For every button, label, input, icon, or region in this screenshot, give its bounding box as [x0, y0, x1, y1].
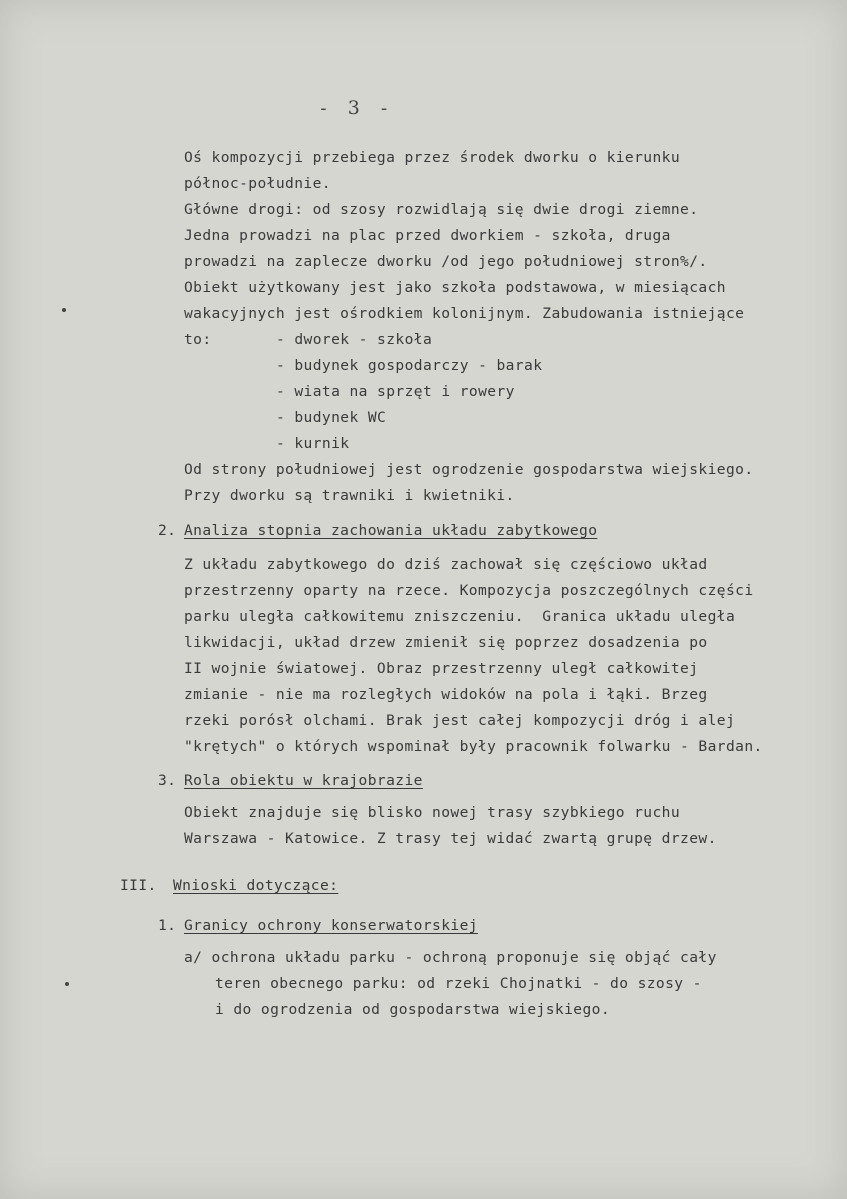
text-line: wakacyjnych jest ośrodkiem kolonijnym. Zabudowania istniejące [184, 305, 745, 322]
text-line: Jedna prowadzi na plac przed dworkiem - szkoła, druga [184, 227, 671, 244]
list-item: - wiata na sprzęt i rowery [276, 383, 515, 400]
text-line: rzeki porósł olchami. Brak jest całej kompozycji dróg i alej [184, 712, 736, 729]
list-intro: to: [184, 331, 212, 348]
page-number-dash-left: - [318, 98, 331, 119]
section-heading: Granicy ochrony konserwatorskiej [184, 917, 478, 934]
text-line: likwidacji, układ drzew zmienił się poprzez dosadzenia po [184, 634, 708, 651]
text-line: Przy dworku są trawniki i kwietniki. [184, 487, 515, 504]
list-item: - budynek gospodarczy - barak [276, 357, 543, 374]
text-line: "krętych" o których wspominał były pracownik folwarku - Bardan. [184, 738, 763, 755]
text-line: a/ ochrona układu parku - ochroną proponuje się objąć cały [184, 949, 717, 966]
text-line: Od strony południowej jest ogrodzenie gospodarstwa wiejskiego. [184, 461, 754, 478]
section-number: 1. [158, 917, 177, 934]
text-line: i do ogrodzenia od gospodarstwa wiejskiego. [215, 1001, 611, 1018]
text-line: prowadzi na zaplecze dworku /od jego południowej stron%/. [184, 253, 708, 270]
text-line: północ-południe. [184, 175, 331, 192]
text-line: Obiekt użytkowany jest jako szkoła podstawowa, w miesiącach [184, 279, 726, 296]
margin-mark [65, 982, 69, 986]
text-line: teren obecnego parku: od rzeki Chojnatki - do szosy - [215, 975, 702, 992]
section-number: 3. [158, 772, 177, 789]
page-number [318, 97, 391, 119]
text-line: zmianie - nie ma rozległych widoków na pola i łąki. Brzeg [184, 686, 708, 703]
page-number-value: 3 [347, 97, 362, 119]
text-line: Z układu zabytkowego do dziś zachował się częściowo układ [184, 556, 708, 573]
text-line: przestrzenny oparty na rzece. Kompozycja poszczególnych części [184, 582, 754, 599]
chapter-heading: Wnioski dotyczące: [173, 877, 339, 894]
section-heading: Analiza stopnia zachowania układu zabytkowego [184, 522, 598, 539]
section-heading: Rola obiektu w krajobrazie [184, 772, 423, 789]
text-line: Główne drogi: od szosy rozwidlają się dwie drogi ziemne. [184, 201, 699, 218]
page-number-dash-right: - [378, 98, 392, 119]
list-item: - dworek - szkoła [276, 331, 433, 348]
chapter-number: III. [120, 877, 157, 894]
list-item: - budynek WC [276, 409, 387, 426]
text-line: II wojnie światowej. Obraz przestrzenny uległ całkowitej [184, 660, 699, 677]
list-item: - kurnik [276, 435, 350, 452]
section-number: 2. [158, 522, 177, 539]
margin-mark [62, 308, 66, 312]
text-line: Oś kompozycji przebiega przez środek dworku o kierunku [184, 149, 681, 166]
text-line: Obiekt znajduje się blisko nowej trasy szybkiego ruchu [184, 804, 681, 821]
text-line: Warszawa - Katowice. Z trasy tej widać zwartą grupę drzew. [184, 830, 717, 847]
text-line: parku uległa całkowitemu zniszczeniu. Granica układu uległa [184, 608, 736, 625]
